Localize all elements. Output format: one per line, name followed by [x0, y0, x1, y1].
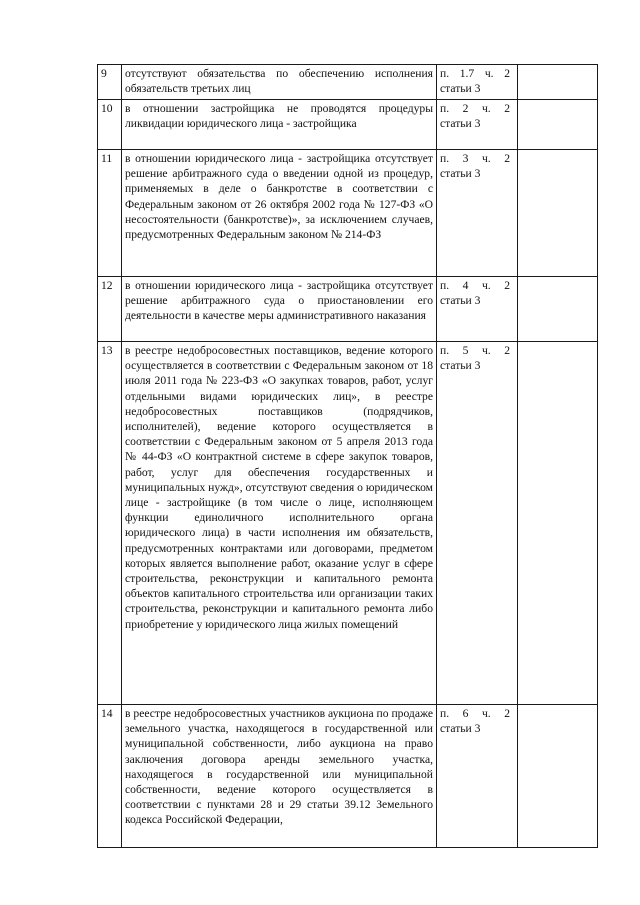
row-number: 12 — [98, 277, 122, 342]
reference-clause: п. 4 ч. 2 — [440, 279, 510, 292]
legal-reference — [437, 277, 518, 342]
table-row — [98, 100, 598, 150]
legal-reference — [437, 342, 518, 705]
notes-cell — [518, 705, 598, 848]
legal-reference — [437, 100, 518, 150]
row-number: 10 — [98, 100, 122, 150]
reference-clause: п. 6 ч. 2 — [440, 707, 510, 720]
row-number: 13 — [98, 342, 122, 705]
notes-cell — [518, 342, 598, 705]
row-number: 9 — [98, 65, 122, 100]
requirements-table — [97, 64, 598, 848]
table-row — [98, 705, 598, 848]
table-row — [98, 65, 598, 100]
notes-cell — [518, 277, 598, 342]
notes-cell — [518, 150, 598, 277]
table-row — [98, 342, 598, 705]
legal-reference — [437, 150, 518, 277]
requirement-text: в отношении юридического лица - застройщика отсутствует решение арбитражного суда о приостановлении его деятельности в качестве меры административного наказания — [122, 277, 437, 342]
reference-article: статьи 3 — [440, 722, 481, 736]
reference-clause: п. 3 ч. 2 — [440, 152, 510, 165]
table-row — [98, 277, 598, 342]
requirement-text: в реестре недобросовестных поставщиков, ведение которого осуществляется в соответствии с Федеральным законом от 18 июля 2011 года № 223-ФЗ «О закупках товаров, работ, услуг отдельными видами юридических лиц», в реестре недобросовестных поставщиков (подрядчиков, исполнителей), ведение которого осуществляется в соответствии с Федеральным законом от 5 апреля 2013 года № 44-ФЗ «О контрактной системе в сфере закупок товаров, работ, услуг для обеспечения государственных и муниципальных нужд», отсутствуют сведения о юридическом лице - застройщике (в том числе о лице, исполняющем функции единоличного исполнительного органа юридического лица) в части исполнения им обязательств, предусмотренных контрактами или договорами, предметом которых является выполнение работ, оказание услуг в сфере строительства, реконструкции и капитального ремонта объектов капитального строительства или организации таких строительства, реконструкции и капитального ремонта либо приобретение у юридического лица жилых помещений — [122, 342, 437, 705]
reference-article: статьи 3 — [440, 117, 481, 131]
requirement-text: в отношении застройщика не проводятся процедуры ликвидации юридического лица - застройщика — [122, 100, 437, 150]
requirement-text: отсутствуют обязательства по обеспечению исполнения обязательств третьих лиц — [122, 65, 437, 100]
legal-reference — [437, 65, 518, 100]
reference-clause: п. 2 ч. 2 — [440, 102, 510, 115]
requirement-text: в реестре недобросовестных участников аукциона по продаже земельного участка, находящегося в государственной или муниципальной собственности, либо аукциона на право заключения договора аренды земельного участка, находящегося в государственной или муниципальной собственности, ведение которого осуществляется в соответствии с пунктами 28 и 29 статьи 39.12 Земельного кодекса Российской Федерации, — [122, 705, 437, 848]
row-number: 14 — [98, 705, 122, 848]
notes-cell — [518, 65, 598, 100]
legal-reference — [437, 705, 518, 848]
notes-cell — [518, 100, 598, 150]
row-number: 11 — [98, 150, 122, 277]
reference-clause: п. 1.7 ч. 2 — [440, 67, 510, 80]
reference-article: статьи 3 — [440, 82, 481, 96]
requirement-text: в отношении юридического лица - застройщика отсутствует решение арбитражного суда о введении одной из процедур, применяемых в деле о банкротстве в соответствии с Федеральным законом от 26 октября 2002 года № 127-ФЗ «О несостоятельности (банкротстве)», за исключением случаев, предусмотренных Федеральным законом № 214-ФЗ — [122, 150, 437, 277]
reference-article: статьи 3 — [440, 294, 481, 308]
reference-article: статьи 3 — [440, 359, 481, 373]
reference-article: статьи 3 — [440, 167, 481, 181]
table-row — [98, 150, 598, 277]
reference-clause: п. 5 ч. 2 — [440, 344, 510, 357]
